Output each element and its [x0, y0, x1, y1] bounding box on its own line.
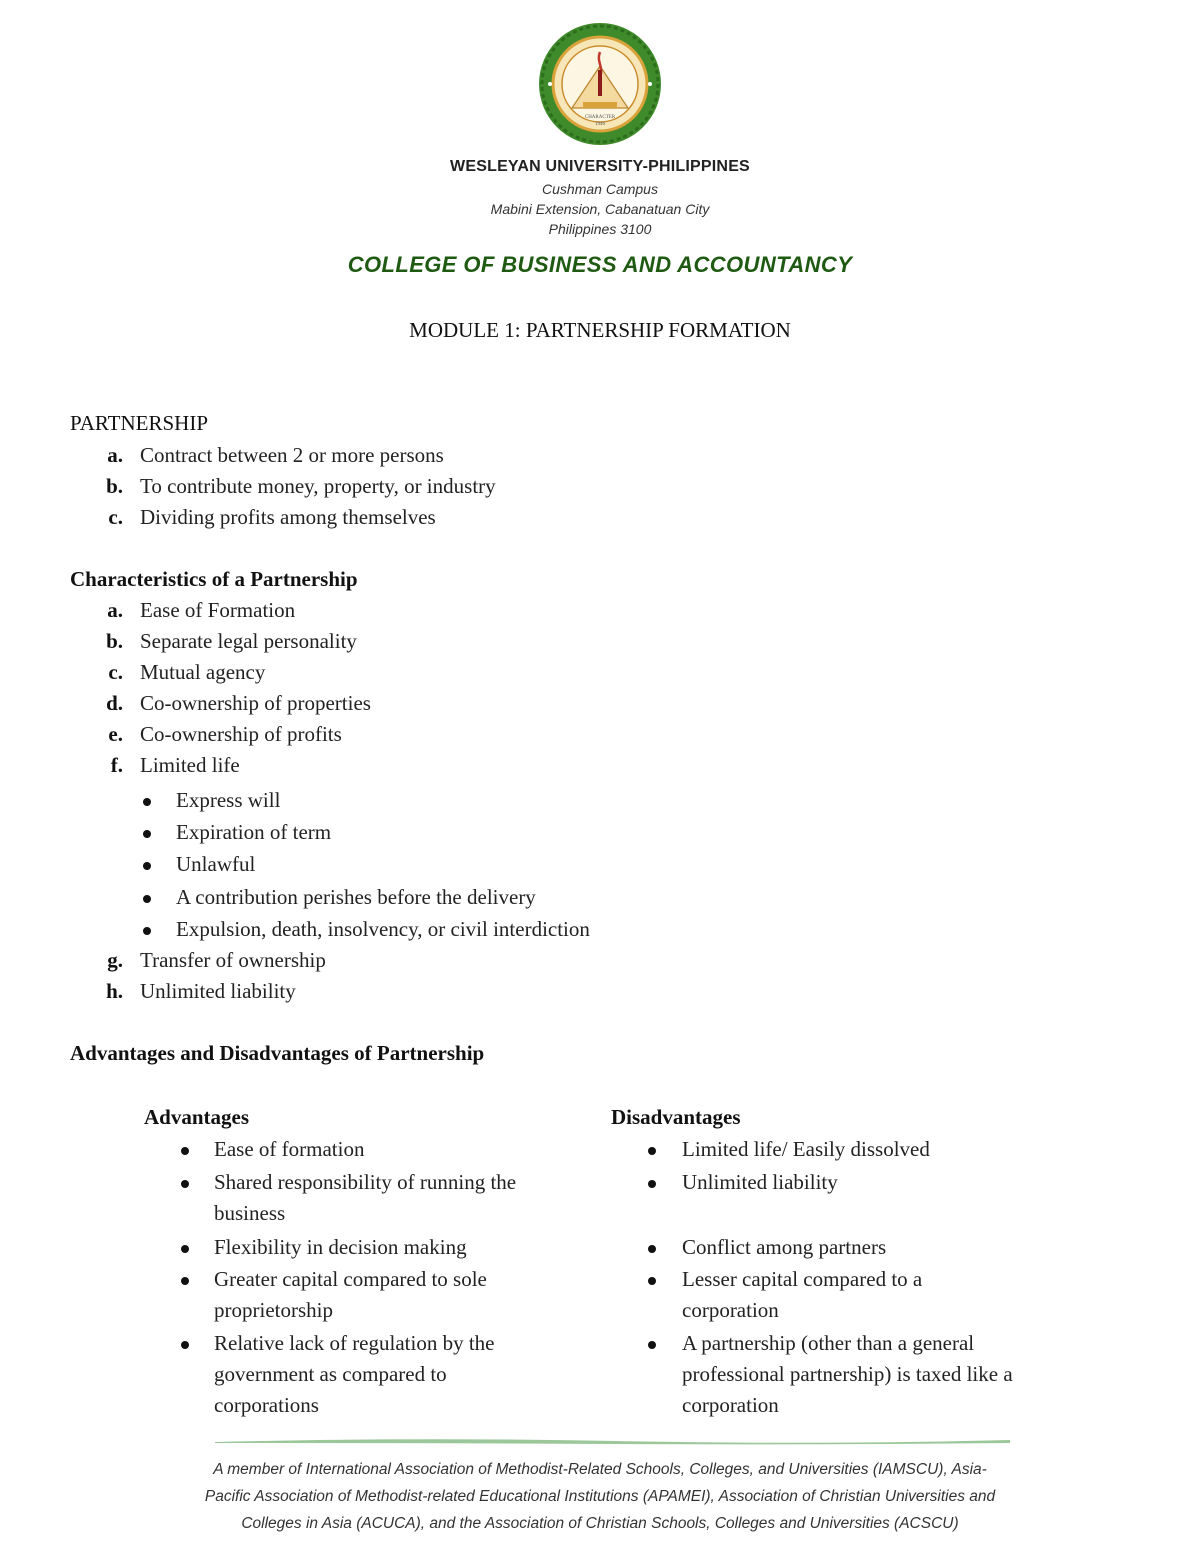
list-item-text: Mutual agency [140, 660, 266, 684]
adv-disadv-heading: Advantages and Disadvantages of Partnership [70, 1041, 485, 1065]
bullet-icon [143, 895, 151, 903]
list-item-text: Flexibility in decision making [214, 1235, 467, 1259]
bullet-icon [648, 1277, 656, 1285]
list-item-text: corporations [214, 1393, 319, 1417]
list-item-text: Greater capital compared to sole [214, 1267, 487, 1291]
list-item-text: corporation [682, 1298, 779, 1322]
sub-list-item-text: A contribution perishes before the delivery [176, 885, 536, 909]
list-marker: c. [108, 505, 123, 529]
list-item-text: professional partnership) is taxed like a [682, 1362, 1013, 1386]
list-item-text: Co-ownership of profits [140, 722, 342, 746]
bullet-icon [648, 1180, 656, 1188]
university-name: WESLEYAN UNIVERSITY-PHILIPPINES [450, 158, 750, 175]
list-marker: a. [107, 598, 123, 622]
list-item-text: business [214, 1201, 286, 1225]
list-item-text: Conflict among partners [682, 1235, 887, 1259]
footer-line: A member of International Association of Methodist-Related Schools, Colleges, and Universities (IAMSCU), Asia- [213, 1461, 987, 1478]
list-item-text: To contribute money, property, or industry [140, 474, 496, 498]
bullet-icon [143, 862, 151, 870]
sub-list-item-text: Expulsion, death, insolvency, or civil interdiction [176, 917, 590, 941]
list-item-text: Co-ownership of properties [140, 691, 371, 715]
college-title: COLLEGE OF BUSINESS AND ACCOUNTANCY [347, 252, 853, 277]
list-item-text: Relative lack of regulation by the [214, 1331, 495, 1355]
list-item-text: Lesser capital compared to a [682, 1267, 923, 1291]
list-item-text: A partnership (other than a general [682, 1331, 975, 1355]
bullet-icon [181, 1147, 189, 1155]
svg-text:CHARACTER: CHARACTER [584, 115, 616, 120]
svg-text:1946: 1946 [595, 122, 605, 127]
bullet-icon [181, 1277, 189, 1285]
list-marker: h. [106, 979, 123, 1003]
bullet-icon [648, 1245, 656, 1253]
list-item-text: Unlimited liability [682, 1170, 838, 1194]
list-marker: c. [108, 660, 123, 684]
module-title: MODULE 1: PARTNERSHIP FORMATION [409, 318, 791, 342]
list-marker: b. [106, 629, 123, 653]
campus-name: Cushman Campus [542, 181, 658, 197]
bullet-icon [181, 1245, 189, 1253]
list-item-text: government as compared to [214, 1362, 447, 1386]
list-item-text: Transfer of ownership [140, 948, 326, 972]
list-marker: b. [106, 474, 123, 498]
list-item-text: proprietorship [214, 1298, 333, 1322]
footer-line: Colleges in Asia (ACUCA), and the Association of Christian Schools, Colleges and Universities (ACSCU) [241, 1515, 959, 1532]
bullet-icon [181, 1180, 189, 1188]
campus-country: Philippines 3100 [548, 221, 652, 237]
partnership-heading: PARTNERSHIP [70, 411, 209, 435]
list-item-text: Contract between 2 or more persons [140, 443, 444, 467]
list-item-text: corporation [682, 1393, 779, 1417]
campus-address: Mabini Extension, Cabanatuan City [490, 201, 710, 217]
list-item-text: Shared responsibility of running the [214, 1170, 517, 1194]
list-marker: g. [107, 948, 123, 972]
list-item-text: Separate legal personality [140, 629, 357, 653]
footer-divider [215, 1436, 1010, 1446]
sub-list-item-text: Expiration of term [176, 820, 332, 844]
characteristics-heading: Characteristics of a Partnership [70, 567, 358, 591]
list-marker: d. [106, 691, 123, 715]
list-marker: f. [110, 753, 123, 777]
list-marker: e. [108, 722, 123, 746]
bullet-icon [648, 1341, 656, 1349]
bullet-icon [143, 830, 151, 838]
list-item-text: Ease of formation [214, 1137, 365, 1161]
list-item-text: Dividing profits among themselves [140, 505, 436, 529]
sub-list-item-text: Unlawful [176, 852, 256, 876]
list-item-text: Unlimited liability [140, 979, 296, 1003]
advantages-heading: Advantages [144, 1105, 250, 1129]
bullet-icon [648, 1147, 656, 1155]
bullet-icon [143, 798, 151, 806]
list-marker: a. [107, 443, 123, 467]
list-item-text: Limited life/ Easily dissolved [682, 1137, 930, 1161]
list-item-text: Ease of Formation [140, 598, 296, 622]
disadvantages-heading: Disadvantages [611, 1105, 741, 1129]
university-seal-logo [538, 22, 662, 146]
bullet-icon [181, 1341, 189, 1349]
sub-list-item-text: Express will [176, 788, 281, 812]
list-item-text: Limited life [140, 753, 240, 777]
footer-line: Pacific Association of Methodist-related Educational Institutions (APAMEI), Association of Christian Universities and [204, 1488, 996, 1505]
bullet-icon [143, 927, 151, 935]
